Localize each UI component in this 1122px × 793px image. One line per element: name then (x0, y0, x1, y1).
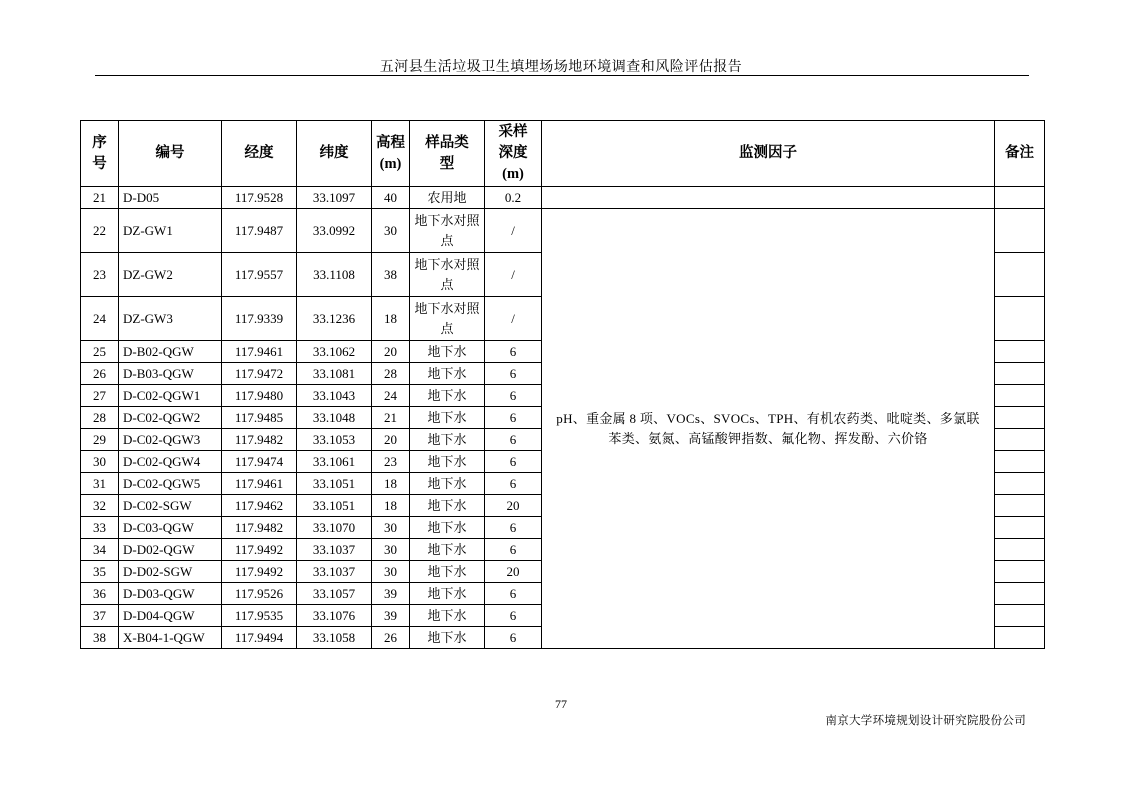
cell-depth: 6 (485, 605, 542, 627)
cell-elevation: 20 (372, 429, 410, 451)
cell-code: X-B04-1-QGW (119, 627, 222, 649)
cell-remarks (995, 407, 1045, 429)
cell-depth: 6 (485, 627, 542, 649)
cell-elevation: 18 (372, 297, 410, 341)
cell-depth: 6 (485, 341, 542, 363)
cell-depth: 6 (485, 473, 542, 495)
cell-code: D-C02-QGW2 (119, 407, 222, 429)
cell-elevation: 21 (372, 407, 410, 429)
header-sample-type: 样品类型 (410, 121, 485, 187)
cell-seq: 21 (81, 187, 119, 209)
cell-elevation: 18 (372, 473, 410, 495)
cell-remarks (995, 583, 1045, 605)
cell-latitude: 33.1061 (297, 451, 372, 473)
cell-elevation: 38 (372, 253, 410, 297)
cell-code: D-D04-QGW (119, 605, 222, 627)
cell-remarks (995, 517, 1045, 539)
cell-sample-type: 地下水对照点 (410, 209, 485, 253)
cell-code: DZ-GW2 (119, 253, 222, 297)
cell-factors-merged: pH、重金属 8 项、VOCs、SVOCs、TPH、有机农药类、吡啶类、多氯联苯类、氨氮、高锰酸钾指数、氟化物、挥发酚、六价铬 (542, 209, 995, 649)
cell-elevation: 23 (372, 451, 410, 473)
cell-latitude: 33.1051 (297, 495, 372, 517)
cell-code: D-C02-QGW4 (119, 451, 222, 473)
sampling-points-table (80, 120, 1045, 649)
cell-sample-type: 地下水 (410, 363, 485, 385)
cell-remarks (995, 363, 1045, 385)
header-remarks: 备注 (995, 121, 1045, 187)
cell-latitude: 33.1037 (297, 539, 372, 561)
cell-seq: 33 (81, 517, 119, 539)
cell-latitude: 33.1070 (297, 517, 372, 539)
cell-latitude: 33.1236 (297, 297, 372, 341)
cell-sample-type: 地下水 (410, 341, 485, 363)
cell-longitude: 117.9526 (222, 583, 297, 605)
header-longitude: 经度 (222, 121, 297, 187)
cell-seq: 24 (81, 297, 119, 341)
table-row (81, 187, 1045, 209)
cell-elevation: 26 (372, 627, 410, 649)
cell-elevation: 30 (372, 209, 410, 253)
cell-sample-type: 地下水 (410, 385, 485, 407)
header-code: 编号 (119, 121, 222, 187)
cell-latitude: 33.1051 (297, 473, 372, 495)
page-header-title: 五河县生活垃圾卫生填埋场场地环境调查和风险评估报告 (379, 60, 743, 75)
header-latitude: 纬度 (297, 121, 372, 187)
cell-longitude: 117.9472 (222, 363, 297, 385)
cell-seq: 35 (81, 561, 119, 583)
cell-seq: 37 (81, 605, 119, 627)
cell-longitude: 117.9528 (222, 187, 297, 209)
cell-sample-type: 地下水 (410, 429, 485, 451)
cell-remarks (995, 341, 1045, 363)
cell-longitude: 117.9482 (222, 429, 297, 451)
cell-remarks (995, 561, 1045, 583)
cell-seq: 34 (81, 539, 119, 561)
cell-depth: 6 (485, 363, 542, 385)
cell-depth: 6 (485, 429, 542, 451)
header-seq: 序号 (81, 121, 119, 187)
cell-code: DZ-GW3 (119, 297, 222, 341)
page-number: 77 (555, 697, 567, 711)
cell-seq: 30 (81, 451, 119, 473)
cell-depth: 6 (485, 407, 542, 429)
cell-seq: 36 (81, 583, 119, 605)
cell-code: D-C02-QGW5 (119, 473, 222, 495)
cell-latitude: 33.0992 (297, 209, 372, 253)
cell-code: D-B03-QGW (119, 363, 222, 385)
cell-latitude: 33.1081 (297, 363, 372, 385)
cell-seq: 29 (81, 429, 119, 451)
cell-code: D-D03-QGW (119, 583, 222, 605)
cell-code: D-D02-QGW (119, 539, 222, 561)
cell-depth: 6 (485, 451, 542, 473)
cell-seq: 25 (81, 341, 119, 363)
cell-depth: 20 (485, 495, 542, 517)
cell-remarks (995, 385, 1045, 407)
cell-remarks (995, 473, 1045, 495)
cell-longitude: 117.9494 (222, 627, 297, 649)
cell-longitude: 117.9339 (222, 297, 297, 341)
cell-remarks (995, 605, 1045, 627)
cell-elevation: 24 (372, 385, 410, 407)
cell-code: D-D05 (119, 187, 222, 209)
cell-remarks (995, 209, 1045, 253)
cell-longitude: 117.9482 (222, 517, 297, 539)
cell-elevation: 28 (372, 363, 410, 385)
cell-remarks (995, 539, 1045, 561)
cell-seq: 27 (81, 385, 119, 407)
cell-remarks (995, 429, 1045, 451)
cell-depth: / (485, 209, 542, 253)
cell-elevation: 40 (372, 187, 410, 209)
cell-sample-type: 地下水 (410, 627, 485, 649)
cell-depth: 6 (485, 385, 542, 407)
header-elevation: 高程(m) (372, 121, 410, 187)
cell-seq: 28 (81, 407, 119, 429)
cell-code: D-B02-QGW (119, 341, 222, 363)
cell-longitude: 117.9480 (222, 385, 297, 407)
cell-longitude: 117.9461 (222, 473, 297, 495)
cell-remarks (995, 451, 1045, 473)
cell-seq: 32 (81, 495, 119, 517)
cell-seq: 22 (81, 209, 119, 253)
cell-latitude: 33.1108 (297, 253, 372, 297)
cell-depth: 6 (485, 539, 542, 561)
cell-depth: 20 (485, 561, 542, 583)
cell-longitude: 117.9492 (222, 561, 297, 583)
cell-elevation: 30 (372, 539, 410, 561)
cell-depth: 6 (485, 583, 542, 605)
table-row (81, 209, 1045, 253)
footer-organization: 南京大学环境规划设计研究院股份公司 (825, 715, 1026, 727)
cell-sample-type: 农用地 (410, 187, 485, 209)
header-factors: 监测因子 (542, 121, 995, 187)
cell-depth: 0.2 (485, 187, 542, 209)
cell-remarks (995, 297, 1045, 341)
cell-sample-type: 地下水对照点 (410, 253, 485, 297)
cell-depth: / (485, 297, 542, 341)
cell-depth: / (485, 253, 542, 297)
cell-latitude: 33.1076 (297, 605, 372, 627)
cell-sample-type: 地下水 (410, 561, 485, 583)
cell-latitude: 33.1097 (297, 187, 372, 209)
cell-latitude: 33.1057 (297, 583, 372, 605)
cell-elevation: 30 (372, 517, 410, 539)
cell-sample-type: 地下水对照点 (410, 297, 485, 341)
cell-sample-type: 地下水 (410, 451, 485, 473)
cell-longitude: 117.9535 (222, 605, 297, 627)
cell-latitude: 33.1062 (297, 341, 372, 363)
cell-elevation: 18 (372, 495, 410, 517)
cell-code: D-C02-QGW1 (119, 385, 222, 407)
cell-remarks (995, 627, 1045, 649)
cell-code: DZ-GW1 (119, 209, 222, 253)
cell-longitude: 117.9485 (222, 407, 297, 429)
cell-latitude: 33.1037 (297, 561, 372, 583)
cell-code: D-C02-SGW (119, 495, 222, 517)
cell-sample-type: 地下水 (410, 407, 485, 429)
cell-code: D-D02-SGW (119, 561, 222, 583)
cell-depth: 6 (485, 517, 542, 539)
cell-sample-type: 地下水 (410, 539, 485, 561)
cell-elevation: 39 (372, 605, 410, 627)
cell-longitude: 117.9492 (222, 539, 297, 561)
cell-elevation: 30 (372, 561, 410, 583)
cell-sample-type: 地下水 (410, 495, 485, 517)
cell-remarks (995, 253, 1045, 297)
cell-seq: 23 (81, 253, 119, 297)
cell-seq: 31 (81, 473, 119, 495)
cell-code: D-C02-QGW3 (119, 429, 222, 451)
cell-latitude: 33.1048 (297, 407, 372, 429)
cell-elevation: 39 (372, 583, 410, 605)
cell-latitude: 33.1053 (297, 429, 372, 451)
table-header-row (81, 121, 1045, 187)
cell-longitude: 117.9462 (222, 495, 297, 517)
cell-seq: 26 (81, 363, 119, 385)
cell-latitude: 33.1043 (297, 385, 372, 407)
cell-longitude: 117.9474 (222, 451, 297, 473)
cell-factors (542, 187, 995, 209)
cell-sample-type: 地下水 (410, 583, 485, 605)
cell-longitude: 117.9487 (222, 209, 297, 253)
cell-sample-type: 地下水 (410, 473, 485, 495)
cell-latitude: 33.1058 (297, 627, 372, 649)
cell-remarks (995, 495, 1045, 517)
cell-elevation: 20 (372, 341, 410, 363)
cell-sample-type: 地下水 (410, 605, 485, 627)
cell-seq: 38 (81, 627, 119, 649)
cell-code: D-C03-QGW (119, 517, 222, 539)
cell-remarks (995, 187, 1045, 209)
header-divider (95, 75, 1029, 76)
cell-sample-type: 地下水 (410, 517, 485, 539)
header-depth: 采样深度(m) (485, 121, 542, 187)
cell-longitude: 117.9557 (222, 253, 297, 297)
cell-longitude: 117.9461 (222, 341, 297, 363)
